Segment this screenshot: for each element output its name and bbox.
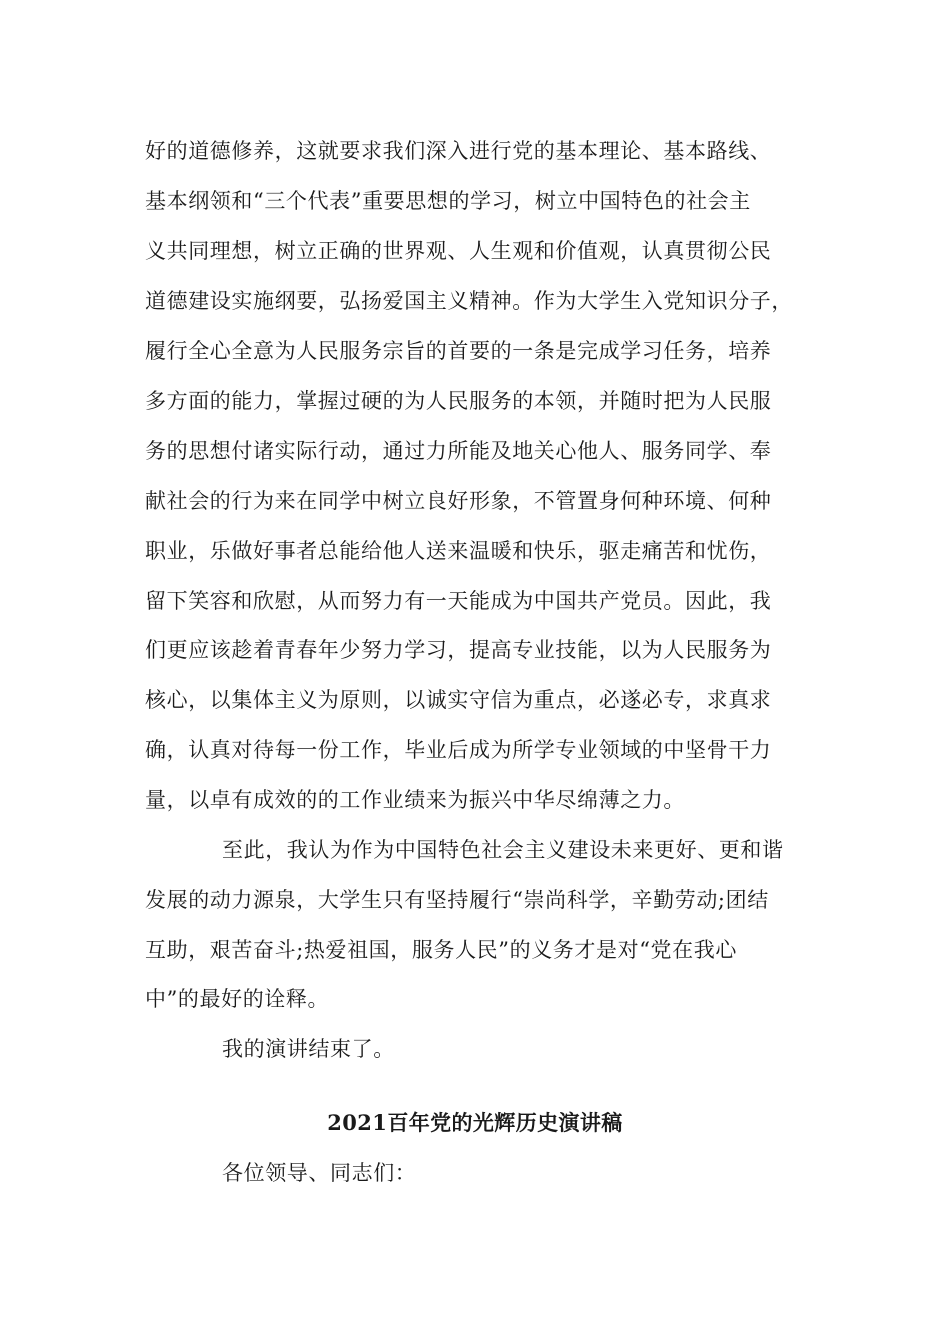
paragraph-1-line-7: 务的思想付诸实际行动，通过力所能及地关心他人、服务同学、奉 (145, 439, 772, 463)
paragraph-2-line-4: 中”的最好的诠释。 (145, 987, 330, 1011)
paragraph-1-line-8: 献社会的行为来在同学中树立良好形象，不管置身何种环境、何种 (145, 489, 772, 513)
paragraph-2-line-3: 互助，艰苦奋斗;热爱祖国，服务人民”的义务才是对“党在我心 (145, 938, 737, 962)
paragraph-1-line-5: 履行全心全意为人民服务宗旨的首要的一条是完成学习任务，培养 (145, 339, 772, 363)
paragraph-1-line-9: 职业，乐做好事者总能给他人送来温暖和快乐，驱走痛苦和忧伤， (145, 539, 772, 563)
paragraph-2-line-1: 至此，我认为作为中国特色社会主义建设未来更好、更和谐 (222, 838, 784, 862)
speech-title: 2021百年党的光辉历史演讲稿 (327, 1110, 623, 1135)
paragraph-1-line-10: 留下笑容和欣慰，从而努力有一天能成为中国共产党员。因此，我 (145, 589, 772, 613)
paragraph-1-line-6: 多方面的能力，掌握过硬的为人民服务的本领，并随时把为人民服 (145, 389, 772, 413)
paragraph-1-line-14: 量，以卓有成效的的工作业绩来为振兴中华尽绵薄之力。 (145, 788, 685, 812)
paragraph-1-line-11: 们更应该趁着青春年少努力学习，提高专业技能，以为人民服务为 (145, 638, 772, 662)
paragraph-1-line-12: 核心，以集体主义为原则，以诚实守信为重点，必遂必专，求真求 (145, 688, 772, 712)
paragraph-1-line-2: 基本纲领和“三个代表”重要思想的学习，树立中国特色的社会主 (145, 189, 751, 213)
paragraph-1-line-3: 义共同理想，树立正确的世界观、人生观和价值观，认真贯彻公民 (145, 239, 772, 263)
paragraph-2-line-2: 发展的动力源泉，大学生只有坚持履行“崇尚科学，辛勤劳动;团结 (145, 888, 769, 912)
salutation: 各位领导、同志们： (222, 1161, 417, 1185)
closing-line: 我的演讲结束了。 (222, 1037, 395, 1061)
paragraph-1-line-4: 道德建设实施纲要，弘扬爱国主义精神。作为大学生入党知识分子， (145, 289, 793, 313)
paragraph-1-line-1: 好的道德修养，这就要求我们深入进行党的基本理论、基本路线、 (145, 139, 772, 163)
paragraph-1-line-13: 确，认真对待每一份工作，毕业后成为所学专业领域的中坚骨干力 (145, 738, 772, 762)
